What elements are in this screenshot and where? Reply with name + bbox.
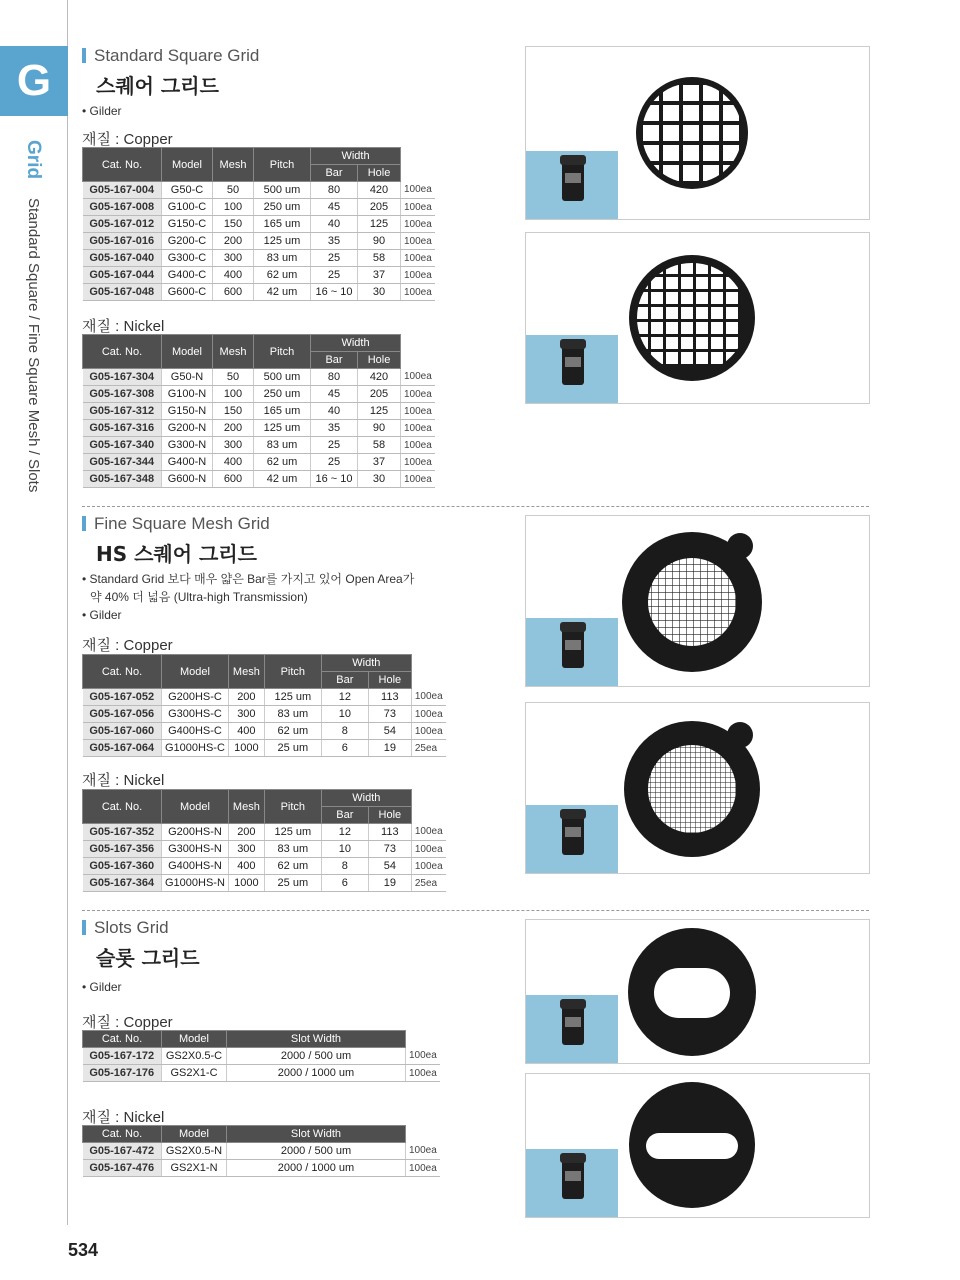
table-cell: 205 [358,386,401,403]
table-cell: G05-167-340 [83,437,162,454]
table-cell: 25 [311,454,358,471]
table-cell: 100ea [406,1160,440,1177]
fine-nickel-label: 재질 : Nickel [82,772,165,789]
table-cell: 100ea [401,420,435,437]
slots-maker: • Gilder [82,980,122,994]
table-row [83,858,446,875]
table-cell: G05-167-008 [83,199,162,216]
section-divider [82,910,869,911]
page-number: 534 [68,1240,99,1260]
square-copper-table [82,147,435,301]
vial-thumbnail [526,335,618,403]
table-row [83,875,446,892]
table-cell: 500 um [254,182,311,199]
col-mesh: Mesh [228,790,264,824]
table-cell: 19 [368,875,411,892]
table-cell: 100ea [411,841,445,858]
table-cell: 200 [213,420,254,437]
square-nickel-label: 재질 : Nickel [82,318,165,335]
table-cell: 250 um [254,386,311,403]
table-cell: G600-C [162,284,213,301]
table-cell: 250 um [254,199,311,216]
fine-title-kr: HS 스퀘어 그리드 [96,542,257,566]
table-cell: 205 [358,199,401,216]
table-row [83,386,435,403]
table-cell: 125 [358,403,401,420]
table-cell: 300 [213,437,254,454]
vial-thumbnail [526,995,618,1063]
table-row [83,182,435,199]
table-cell: 25 um [264,875,321,892]
square-title-en: Standard Square Grid [82,46,259,66]
table-cell: G05-167-048 [83,284,162,301]
table-cell: G400HS-C [162,723,229,740]
table-cell: 45 [311,199,358,216]
table-cell: 100ea [411,824,445,841]
col-cat: Cat. No. [83,790,162,824]
table-cell: 300 [228,841,264,858]
table-cell: G300-N [162,437,213,454]
col-pitch: Pitch [254,148,311,182]
col-bar: Bar [321,672,368,689]
vial-thumbnail [526,151,618,219]
table-cell: 83 um [254,250,311,267]
table-row [83,250,435,267]
table-cell: 100ea [401,471,435,488]
table-cell: 2000 / 500 um [227,1048,406,1065]
table-cell: 420 [358,182,401,199]
table-cell: 150 [213,216,254,233]
table-cell: 100ea [401,437,435,454]
table-cell: 12 [321,824,368,841]
table-cell: 73 [368,841,411,858]
table-cell: 100ea [406,1065,440,1082]
col-cat: Cat. No. [83,1126,162,1143]
table-cell: 83 um [264,706,321,723]
table-row [83,471,435,488]
table-cell: 30 [358,471,401,488]
table-row [83,841,446,858]
col-cat: Cat. No. [83,1031,162,1048]
table-cell: 400 [228,723,264,740]
vial-thumbnail [526,805,618,873]
table-cell: G50-N [162,369,213,386]
col-cat: Cat. No. [83,148,162,182]
table-cell: 8 [321,858,368,875]
table-cell: GS2X0.5-N [162,1143,227,1160]
slots-title-en: Slots Grid [82,918,169,938]
col-width: Width [321,790,411,807]
table-cell: 90 [358,420,401,437]
table-row [83,369,435,386]
col-pitch: Pitch [264,655,321,689]
table-cell: G100-C [162,199,213,216]
table-cell: 113 [368,689,411,706]
table-cell: 62 um [254,267,311,284]
table-row [83,723,446,740]
table-cell: G150-N [162,403,213,420]
table-row [83,284,435,301]
table-cell: 400 [213,267,254,284]
table-cell: 25ea [411,875,445,892]
table-cell: 73 [368,706,411,723]
table-cell: G05-167-316 [83,420,162,437]
table-cell: 6 [321,875,368,892]
table-cell: G05-167-360 [83,858,162,875]
table-row [83,706,446,723]
table-cell: 62 um [264,723,321,740]
table-cell: 500 um [254,369,311,386]
table-cell: 200 [228,689,264,706]
table-cell: 1000 [228,875,264,892]
table-cell: 100ea [411,706,445,723]
square-maker: • Gilder [82,104,122,118]
table-cell: 90 [358,233,401,250]
table-cell: 100ea [401,386,435,403]
fine-copper-table [82,654,446,757]
table-cell: 165 um [254,216,311,233]
table-cell: 10 [321,841,368,858]
table-cell: 83 um [254,437,311,454]
table-cell: 100ea [401,233,435,250]
table-cell: 80 [311,182,358,199]
table-cell: 10 [321,706,368,723]
slots-copper-label: 재질 : Copper [82,1014,173,1031]
col-width: Width [311,335,401,352]
square-copper-grid-image [525,46,870,220]
table-row [83,199,435,216]
fine-title-en: Fine Square Mesh Grid [82,514,270,534]
table-cell: G05-167-064 [83,740,162,757]
sidebar-subtitle: Standard Square / Fine Square Mesh / Slots [25,197,42,492]
col-mesh: Mesh [228,655,264,689]
table-cell: 2000 / 1000 um [227,1160,406,1177]
slots-nickel-label: 재질 : Nickel [82,1109,165,1126]
table-cell: GS2X1-N [162,1160,227,1177]
fine-copper-grid-image [525,515,870,687]
vial-thumbnail [526,1149,618,1217]
table-cell: G05-167-004 [83,182,162,199]
table-cell: G05-167-040 [83,250,162,267]
section-tab: G [0,46,68,116]
table-cell: G05-167-056 [83,706,162,723]
table-cell: 40 [311,216,358,233]
table-cell: 42 um [254,471,311,488]
table-cell: 200 [213,233,254,250]
table-cell: 100ea [411,858,445,875]
table-cell: 8 [321,723,368,740]
table-cell: G05-167-176 [83,1065,162,1082]
square-nickel-grid-image [525,232,870,404]
table-cell: 62 um [254,454,311,471]
table-cell: 80 [311,369,358,386]
square-title-kr: 스퀘어 그리드 [96,74,219,98]
col-mesh: Mesh [213,148,254,182]
table-cell: G05-167-044 [83,267,162,284]
table-row [83,216,435,233]
vial-thumbnail [526,618,618,686]
section-divider [82,506,869,507]
table-cell: 100ea [401,454,435,471]
col-bar: Bar [321,807,368,824]
table-cell: 35 [311,233,358,250]
table-cell: G400-N [162,454,213,471]
slots-copper-table [82,1030,440,1082]
table-cell: 2000 / 500 um [227,1143,406,1160]
col-slot-width: Slot Width [227,1126,406,1143]
table-cell: G05-167-356 [83,841,162,858]
table-cell: G600-N [162,471,213,488]
table-cell: G05-167-352 [83,824,162,841]
table-cell: G400HS-N [162,858,229,875]
table-cell: 25 [311,437,358,454]
col-slot-width: Slot Width [227,1031,406,1048]
slots-nickel-table [82,1125,440,1177]
table-cell: 100ea [401,369,435,386]
table-cell: 400 [213,454,254,471]
table-cell: 100ea [401,267,435,284]
table-cell: 100 [213,386,254,403]
col-width: Width [311,148,401,165]
table-cell: 54 [368,723,411,740]
table-cell: GS2X0.5-C [162,1048,227,1065]
table-row [83,1048,440,1065]
table-row [83,454,435,471]
table-cell: 1000 [228,740,264,757]
col-model: Model [162,1126,227,1143]
table-cell: 100ea [401,216,435,233]
table-cell: G05-167-060 [83,723,162,740]
table-cell: GS2X1-C [162,1065,227,1082]
table-cell: G05-167-312 [83,403,162,420]
col-model: Model [162,790,229,824]
table-cell: 100ea [406,1143,440,1160]
table-cell: 100ea [411,689,445,706]
table-cell: 37 [358,267,401,284]
table-cell: 125 um [254,420,311,437]
slots-title-kr: 슬롯 그리드 [96,946,200,970]
table-cell: 300 [213,250,254,267]
col-pitch: Pitch [254,335,311,369]
table-cell: 50 [213,369,254,386]
table-cell: 45 [311,386,358,403]
table-cell: G1000HS-N [162,875,229,892]
col-width: Width [321,655,411,672]
col-hole: Hole [368,672,411,689]
table-cell: G05-167-012 [83,216,162,233]
table-cell: 35 [311,420,358,437]
table-row [83,233,435,250]
table-cell: 54 [368,858,411,875]
table-cell: 2000 / 1000 um [227,1065,406,1082]
table-cell: 100ea [406,1048,440,1065]
table-cell: 30 [358,284,401,301]
table-cell: 125 [358,216,401,233]
table-cell: 600 [213,284,254,301]
table-row [83,420,435,437]
table-cell: 25 um [264,740,321,757]
table-cell: G05-167-304 [83,369,162,386]
table-cell: 25 [311,250,358,267]
table-cell: 125 um [264,689,321,706]
table-cell: 400 [228,858,264,875]
table-cell: 50 [213,182,254,199]
table-cell: G200HS-C [162,689,229,706]
table-cell: 100ea [411,723,445,740]
table-cell: 40 [311,403,358,420]
table-cell: G05-167-308 [83,386,162,403]
fine-note-line1: • Standard Grid 보다 매우 얇은 Bar를 가지고 있어 Open Area가 [82,572,415,586]
table-cell: 100ea [401,403,435,420]
col-pitch: Pitch [264,790,321,824]
table-cell: 37 [358,454,401,471]
table-cell: G300HS-N [162,841,229,858]
table-cell: 125 um [264,824,321,841]
table-row [83,1143,440,1160]
col-cat: Cat. No. [83,655,162,689]
table-cell: G05-167-344 [83,454,162,471]
col-model: Model [162,335,213,369]
table-cell: 58 [358,250,401,267]
table-cell: G05-167-348 [83,471,162,488]
col-hole: Hole [368,807,411,824]
table-cell: 113 [368,824,411,841]
table-cell: G1000HS-C [162,740,229,757]
col-model: Model [162,1031,227,1048]
table-cell: G50-C [162,182,213,199]
table-row [83,740,446,757]
table-cell: 83 um [264,841,321,858]
slots-nickel-grid-image [525,1073,870,1218]
table-row [83,1065,440,1082]
table-cell: 150 [213,403,254,420]
table-cell: G200HS-N [162,824,229,841]
table-cell: 16 ~ 10 [311,284,358,301]
col-model: Model [162,655,229,689]
table-cell: 200 [228,824,264,841]
table-row [83,403,435,420]
col-hole: Hole [358,165,401,182]
fine-note-line2: 약 40% 더 넓음 (Ultra-high Transmission) [90,590,308,604]
table-cell: G200-N [162,420,213,437]
table-cell: G05-167-476 [83,1160,162,1177]
table-cell: 100ea [401,199,435,216]
table-cell: 100 [213,199,254,216]
table-cell: 6 [321,740,368,757]
table-row [83,437,435,454]
sidebar-section-label: Grid [23,140,44,180]
col-hole: Hole [358,352,401,369]
table-cell: 125 um [254,233,311,250]
fine-nickel-grid-image [525,702,870,874]
table-cell: G05-167-364 [83,875,162,892]
square-nickel-table [82,334,435,488]
table-row [83,267,435,284]
table-cell: 300 [228,706,264,723]
table-cell: G05-167-016 [83,233,162,250]
table-cell: G400-C [162,267,213,284]
table-cell: G05-167-472 [83,1143,162,1160]
table-cell: 100ea [401,250,435,267]
sidebar-vertical-title [22,140,44,492]
table-cell: 58 [358,437,401,454]
fine-copper-label: 재질 : Copper [82,637,173,654]
table-cell: 25 [311,267,358,284]
table-row [83,689,446,706]
table-cell: G100-N [162,386,213,403]
table-cell: G300HS-C [162,706,229,723]
table-cell: 100ea [401,284,435,301]
square-copper-label: 재질 : Copper [82,131,173,148]
col-bar: Bar [311,352,358,369]
table-cell: G05-167-172 [83,1048,162,1065]
fine-maker: • Gilder [82,608,122,622]
table-cell: 12 [321,689,368,706]
col-bar: Bar [311,165,358,182]
table-cell: 600 [213,471,254,488]
table-cell: G150-C [162,216,213,233]
fine-nickel-table [82,789,446,892]
table-cell: G05-167-052 [83,689,162,706]
table-cell: 62 um [264,858,321,875]
table-cell: 420 [358,369,401,386]
sidebar-divider [67,0,68,1225]
table-cell: 25ea [411,740,445,757]
table-row [83,824,446,841]
table-row [83,1160,440,1177]
table-cell: G200-C [162,233,213,250]
table-cell: 165 um [254,403,311,420]
col-cat: Cat. No. [83,335,162,369]
table-cell: 42 um [254,284,311,301]
table-cell: G300-C [162,250,213,267]
slots-copper-grid-image [525,919,870,1064]
table-cell: 19 [368,740,411,757]
table-cell: 100ea [401,182,435,199]
col-mesh: Mesh [213,335,254,369]
table-cell: 16 ~ 10 [311,471,358,488]
col-model: Model [162,148,213,182]
